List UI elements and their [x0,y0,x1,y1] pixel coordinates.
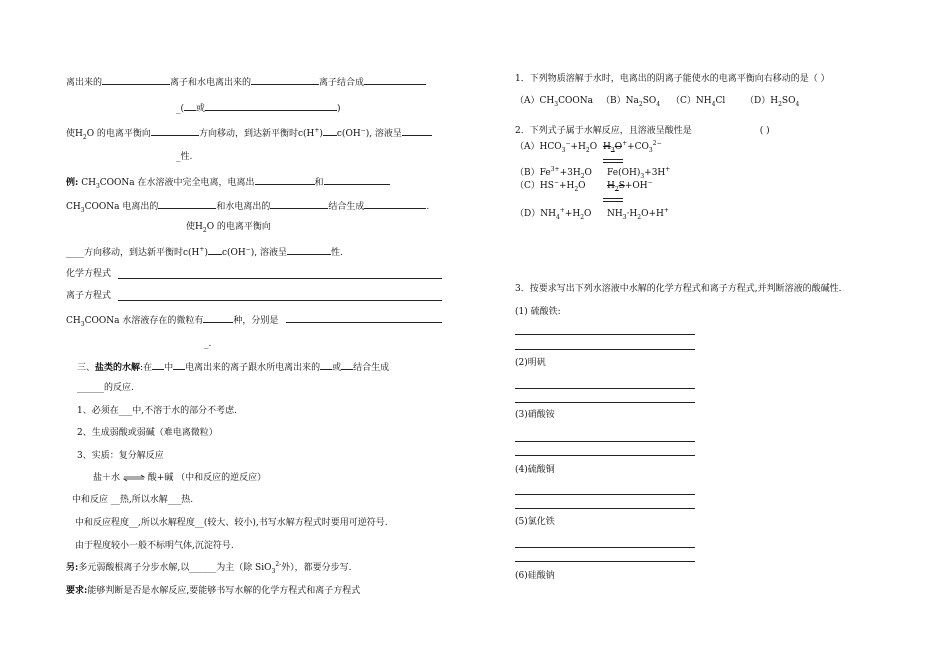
blank[interactable] [205,101,337,111]
also-line: 另:多元弱酸根离子分步水解,以______为主（除 SiO$_3^{2-}$外），都要分步写. [66,561,352,575]
answer-line[interactable] [515,494,695,495]
answer-line[interactable] [515,402,695,403]
left-line-10: _. [204,339,212,349]
blank[interactable] [158,199,216,209]
salt-water-equation: 盐＋水 酸+碱 （中和反应的逆反应） [93,473,267,483]
answer-line[interactable] [515,441,695,442]
left-line-7: 使$H_2O$ 的电离平衡向 [186,222,271,234]
answer-line[interactable] [515,334,695,335]
section-3-title: 盐类的水解 [95,363,141,373]
ion-eq-line[interactable] [118,300,442,301]
blank[interactable] [173,360,185,370]
answer-line[interactable] [515,349,695,350]
q3-item-4: (4)硫酸铜 [515,465,555,475]
example-line: 例: $CH_3COONa$ 在水溶液中完全电离，电离出 和 [66,175,390,189]
blank[interactable] [323,126,337,136]
blank[interactable] [151,126,199,136]
neutral-line-2: 中和反应程度__,所以水解程度__(较大、较小),书写水解方程式时要用可逆符号. [75,518,388,528]
chem-eq-label: 化学方程式 [66,269,112,279]
item-1: 1、必须在___中,不溶于水的部分不考虑. [77,406,237,416]
left-line-1: 离出来的 离子和水电离出来的 离子结合成 [66,75,426,89]
blank[interactable] [152,360,164,370]
section-3-line-2: ______的反应. [77,383,134,393]
q1-option-a[interactable]: $(A)CH_3COONa$ [515,96,593,108]
blank[interactable] [270,199,328,209]
blank[interactable] [203,313,233,323]
neutral-line-3: 由于程度较小一般不标明气体,沉淀符号. [75,541,234,551]
blank[interactable] [102,75,170,85]
left-line-9: $CH_3COONa$ 水溶液存在的微粒有 种，分别是 [66,313,278,327]
q3-item-2: (2)明矾 [515,358,546,368]
q2-answer[interactable]: ( ) [759,126,770,136]
answer-line[interactable] [515,388,695,389]
q3-item-6: (6)硅酸钠 [515,571,555,581]
item-2: 2、生成弱酸或弱碱（难电离微粒） [77,428,218,438]
q3-item-3: (3)硝酸铵 [515,410,555,420]
question-1: 1．下列物质溶解于水时，电离出的阴离子能使水的电离平衡向右移动的是（ ） [515,74,830,84]
blank[interactable] [320,360,332,370]
left-line-4: _性. [176,152,193,162]
answer-line[interactable] [515,455,695,456]
blank[interactable] [341,360,353,370]
q1-option-c[interactable]: $(C)NH_4Cl$ [671,96,726,108]
q1-option-d[interactable]: $(D)H_2SO_4$ [745,96,800,108]
left-line-6: $CH_3COONa$ 电离出的 和水电离出的 结合生成 . [66,199,429,213]
left-line-8: ____方向移动，到达新平衡时c(H+) c(OH−), 溶液呈 性. [66,246,343,258]
ion-eq-label: 离子方程式 [66,291,112,301]
answer-line[interactable] [515,547,695,548]
question-3: 3．按要求写出下列水溶液中水解的化学方程式和离子方程式,并判断溶液的酸碱性. [515,284,842,294]
chem-eq-line[interactable] [118,278,442,279]
section-3-line: 三、盐类的水解:在 中 电离出来的离子跟水所电离出来的 或 结合生成 [77,360,389,374]
blank[interactable] [251,75,319,85]
blank[interactable] [208,245,222,255]
equilibrium-sign-icon [603,156,623,167]
blank[interactable] [287,245,331,255]
answer-line[interactable] [515,508,695,509]
particles-line[interactable] [286,322,442,323]
reversible-arrow-icon [123,474,145,482]
blank[interactable] [364,199,426,209]
q1-option-b[interactable]: $(B)Na_2SO_4$ [601,96,661,108]
q2-option-d[interactable]: $(D)NH_4^++H_2O$ $NH_3\cdot H_2O+H^+$ [515,207,669,221]
blank[interactable] [364,75,426,85]
neutral-line-1: 中和反应 __热,所以水解___热. [72,495,194,505]
left-line-3: 使$H_2O$ 的电离平衡向 方向移动，到达新平衡时c(H+) c(OH−), 溶液呈 [66,126,432,140]
q3-item-5: (5)氯化铁 [515,517,555,527]
q3-item-1: (1) 硫酸铁: [515,307,561,317]
q1-options [515,96,799,107]
q2-option-a[interactable]: $(A)HCO_3^-+H_2O$ $H_3O^++CO_3^{2-}$ [515,140,662,154]
blank[interactable] [402,126,432,136]
question-2: 2．下列式子属于水解反应，且溶液呈酸性是 ( ) [515,126,770,136]
q2-option-c[interactable]: $(C)HS^-+H_2O$ $H_2S+OH^-$ [515,179,653,193]
blank[interactable] [184,101,196,111]
blank[interactable] [324,175,390,185]
answer-line[interactable] [515,561,695,562]
item-3: 3、实质：复分解反应 [77,451,164,461]
blank[interactable] [255,175,315,185]
q2-option-b[interactable]: $(B)Fe^{3+}+3H_2O$ $Fe(OH)_3+3H^+$ [515,166,671,180]
left-line-2: _( 或 ) [176,101,341,115]
equilibrium-sign-icon [603,195,623,206]
requirement-line: 要求:能够判断是否是水解反应,要能够书写水解的化学方程式和离子方程式 [66,586,361,596]
